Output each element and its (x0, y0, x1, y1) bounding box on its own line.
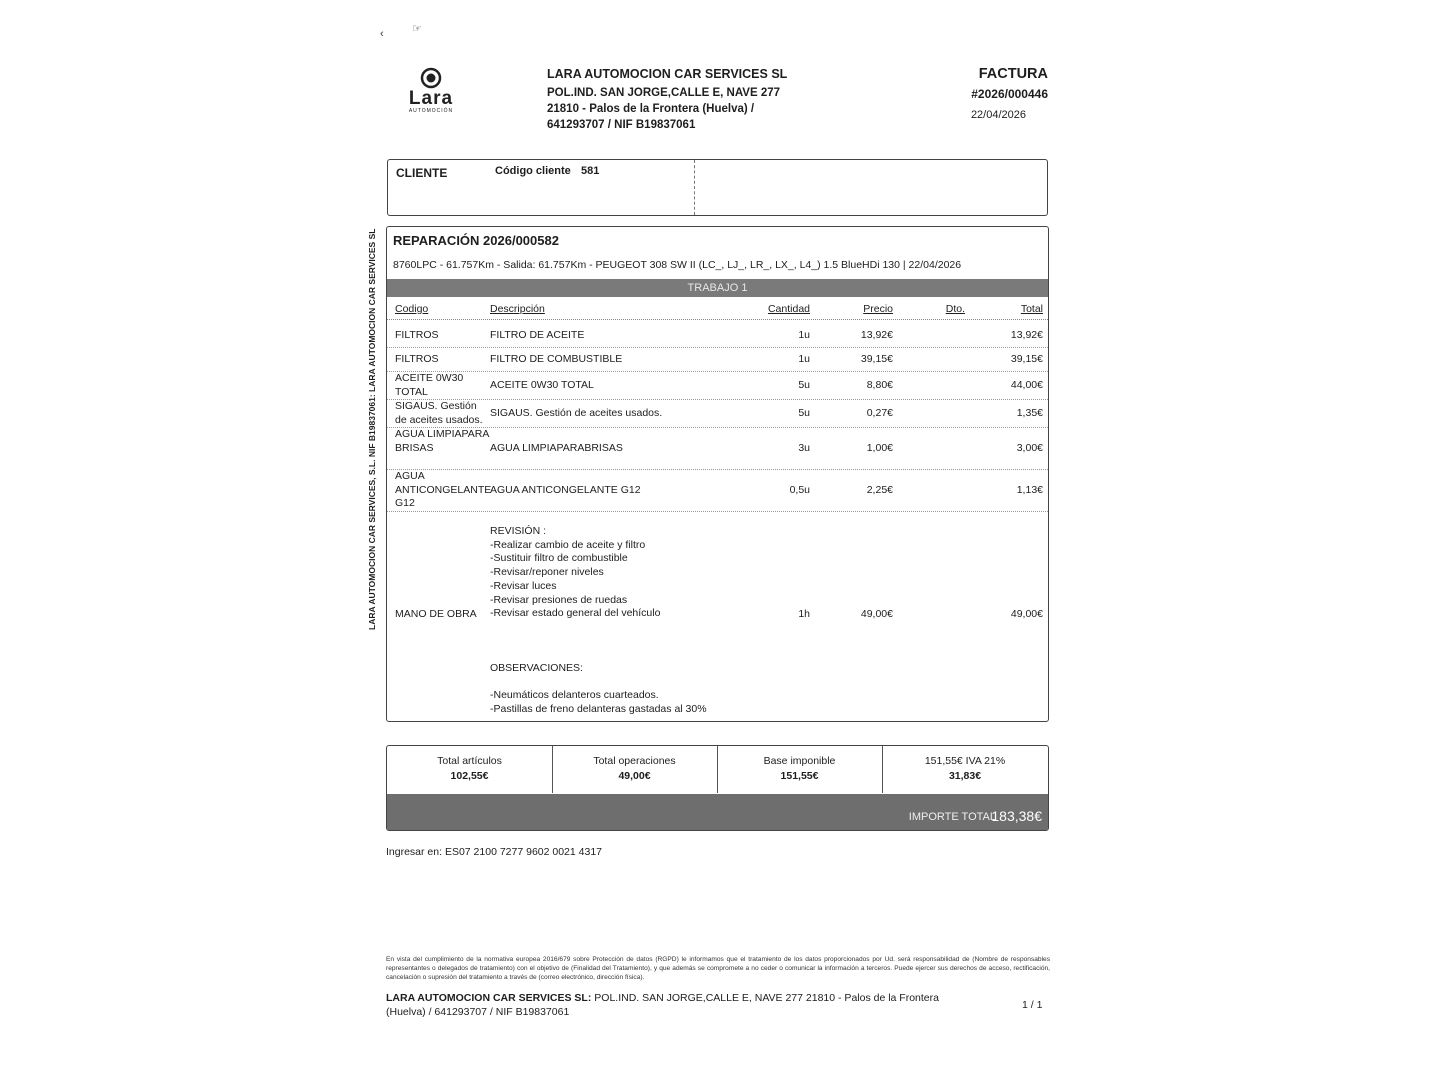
row-quantity: 5u (798, 379, 810, 391)
company-address: POL.IND. SAN JORGE,CALLE E, NAVE 277 21810 - Palos de la Frontera (Huelva) / 641293707 / NIF B19837061 (547, 87, 781, 131)
client-code-value: 581 (581, 165, 600, 177)
row-price: 8,80€ (866, 379, 893, 391)
invoice-title: FACTURA (978, 66, 1048, 82)
labor-line: OBSERVACIONES: (490, 661, 583, 674)
labor-line (490, 621, 707, 635)
labor-quantity: 1h (798, 608, 810, 620)
row-total: 3,00€ (1016, 442, 1043, 454)
labor-line: REVISIÓN : (490, 525, 547, 537)
header-discount: Dto. (945, 303, 965, 315)
row-code: FILTROS (395, 353, 439, 365)
row-description: AGUA LIMPIAPARABRISAS (490, 442, 623, 454)
labor-line: -Revisar presiones de ruedas (490, 593, 628, 606)
labor-line: -Realizar cambio de aceite y filtro (490, 538, 646, 551)
grand-total-value: 183,38€ (991, 808, 1042, 824)
labor-line: -Revisar/reponer niveles (490, 566, 604, 579)
total-articles-value: 102,55€ (450, 770, 489, 782)
grand-total-label: IMPORTE TOTAL (908, 811, 996, 823)
labor-code: MANO DE OBRA (395, 608, 477, 620)
row-code: SIGAUS. Gestión de aceites usados. (395, 400, 483, 426)
lara-logo-icon (394, 66, 468, 114)
vat (882, 746, 1049, 793)
row-description: SIGAUS. Gestión de aceites usados. (490, 407, 663, 419)
row-total: 44,00€ (1010, 379, 1043, 391)
scan-mark: ☞ (412, 23, 422, 35)
taxable-base-label: Base imponible (763, 755, 836, 767)
row-description: AGUA ANTICONGELANTE G12 (490, 484, 641, 496)
table-row (387, 371, 1048, 400)
labor-line (490, 676, 707, 690)
row-price: 2,25€ (866, 484, 893, 496)
table-row (387, 427, 1048, 470)
row-quantity: 0,5u (789, 484, 810, 496)
header-total: Total (1020, 303, 1043, 315)
row-total: 39,15€ (1010, 353, 1043, 365)
vehicle-info: 8760LPC - 61.757Km - Salida: 61.757Km - PEUGEOT 308 SW II (LC_, LJ_, LR_, LX_, L4_) 1.5 BlueHDi 130 | 22/04/2026 (393, 259, 962, 271)
page-number: 1 / 1 (1022, 999, 1043, 1011)
row-price: 0,27€ (866, 407, 893, 419)
row-description: FILTRO DE COMBUSTIBLE (490, 353, 623, 365)
invoice-number: #2026/000446 (971, 87, 1048, 101)
header-description: Descripción (490, 303, 545, 315)
table-row (387, 347, 1048, 372)
table-row (387, 323, 1048, 348)
labor-line: -Sustituir filtro de combustible (490, 552, 628, 565)
labor-description (490, 525, 707, 717)
row-price: 13,92€ (860, 329, 893, 341)
company-logo (394, 66, 468, 114)
row-quantity: 5u (798, 407, 810, 419)
row-price: 1,00€ (866, 442, 893, 454)
labor-line (490, 635, 707, 649)
labor-line: -Pastillas de freno delanteras gastadas al 30% (490, 703, 707, 716)
legal-notice: En vista del cumplimiento de la normativa europea 2016/679 sobre Protección de datos (RGPD) le informamos que el tratamiento de los datos proporcionados por Ud. será responsabilidad de (Nombre de responsables representantes o delegados de tratamiento) con el objetivo de (Finalidad del Tratamiento), y que además se compromete a no ceder o comunicar la información a terceros. Puede ejercer sus derechos de acceso, rectificación, cancelación o supresión del tratamiento a través de (correo electrónico, dirección física). (386, 956, 1050, 981)
client-divider (694, 160, 695, 215)
repair-box (386, 226, 1049, 722)
repair-title: REPARACIÓN 2026/000582 (393, 233, 559, 248)
labor-line: -Revisar estado general del vehículo (490, 607, 661, 620)
invoice-date: 22/04/2026 (970, 109, 1026, 121)
labor-line: -Neumáticos delanteros cuarteados. (490, 689, 659, 702)
row-description: FILTRO DE ACEITE (490, 329, 585, 341)
grand-total-bar (387, 794, 1048, 830)
row-total: 1,35€ (1016, 407, 1043, 419)
row-quantity: 1u (798, 353, 810, 365)
row-quantity: 3u (798, 442, 810, 454)
row-description: ACEITE 0W30 TOTAL (490, 379, 594, 391)
job-title: TRABAJO 1 (687, 282, 748, 294)
row-code: AGUA ANTICONGELANTE G12 (395, 470, 492, 509)
table-row (387, 399, 1048, 428)
total-articles (387, 746, 553, 793)
client-code-label: Código cliente (495, 165, 571, 177)
header-quantity: Cantidad (767, 303, 810, 315)
company-info (547, 66, 807, 133)
client-label: CLIENTE (396, 166, 448, 180)
job-bar (387, 279, 1048, 297)
footer-address: POL.IND. SAN JORGE,CALLE E, NAVE 277 21810 - Palos de la Frontera (Huelva) / 641293707 / NIF B19837061 (386, 992, 939, 1018)
row-quantity: 1u (798, 329, 810, 341)
company-name: LARA AUTOMOCION CAR SERVICES SL (547, 67, 788, 81)
total-articles-label: Total artículos (437, 755, 502, 767)
labor-line: -Revisar luces (490, 579, 557, 592)
row-code: FILTROS (395, 329, 439, 341)
labor-row (387, 511, 1048, 719)
row-price: 39,15€ (860, 353, 893, 365)
header-code: Codigo (395, 303, 429, 315)
labor-price: 49,00€ (860, 608, 893, 620)
row-total: 13,92€ (1010, 329, 1043, 341)
table-header (387, 301, 1048, 320)
labor-line (490, 648, 707, 662)
scan-mark: ‹ (380, 28, 384, 40)
svg-text:Lara: Lara (408, 88, 454, 109)
footer-company (386, 991, 946, 1019)
total-operations-label: Total operaciones (593, 755, 676, 767)
row-total: 1,13€ (1016, 484, 1043, 496)
row-code: ACEITE 0W30 TOTAL (395, 372, 464, 398)
table-row (387, 469, 1048, 512)
svg-text:AUTOMOCIÓN: AUTOMOCIÓN (408, 108, 454, 114)
total-operations-value: 49,00€ (618, 770, 651, 782)
client-box (387, 159, 1048, 216)
row-code: AGUA LIMPIAPARABRISAS (395, 428, 490, 454)
taxable-base-value: 151,55€ (780, 770, 819, 782)
total-operations (552, 746, 718, 793)
header-price: Precio (863, 303, 893, 315)
labor-total: 49,00€ (1010, 608, 1043, 620)
taxable-base (717, 746, 883, 793)
footer-company-name: LARA AUTOMOCION CAR SERVICES SL: (386, 992, 592, 1004)
side-registry-text: LARA AUTOMOCION CAR SERVICES, S.L. NIF B19837061: LARA AUTOMOCION CAR SERVICES SL (367, 228, 377, 630)
payment-iban: Ingresar en: ES07 2100 7277 9602 0021 4317 (386, 846, 603, 858)
vat-value: 31,83€ (948, 770, 982, 782)
vat-label: 151,55€ IVA 21% (924, 755, 1006, 767)
totals-box (386, 745, 1049, 831)
